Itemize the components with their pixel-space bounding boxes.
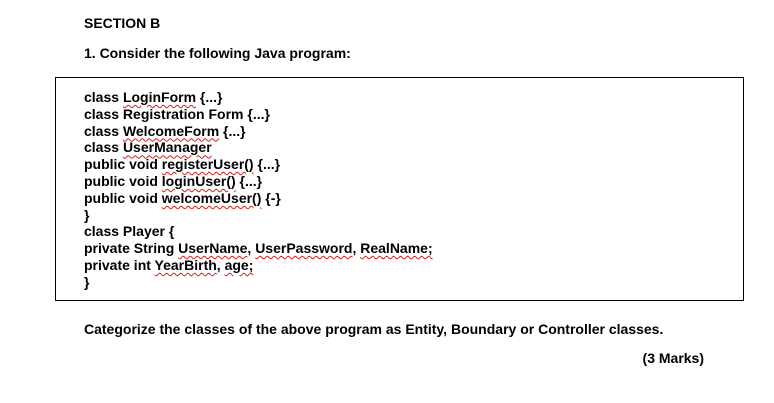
spellcheck-flagged-word: welcomeUser() [161,189,262,206]
code-text: } [84,206,90,223]
code-text: , [352,240,361,257]
code-text: , [216,256,225,273]
code-line [84,240,433,257]
code-text: class Registration Form {...} [84,105,270,122]
code-text: class Player { [84,223,175,240]
code-line [84,190,433,207]
code-text: class [84,139,123,156]
code-line [84,123,433,140]
instruction-text: Categorize the classes of the above program as Entity, Boundary or Controller classes. [84,321,664,337]
code-text: private int [84,256,155,273]
code-text: {-} [261,189,281,206]
code-text: } [84,273,90,290]
spellcheck-flagged-word: UserPassword [255,240,353,257]
spellcheck-flagged-word: UserManager [122,139,212,156]
question-text: 1. Consider the following Java program: [84,45,351,61]
code-line [84,207,433,224]
code-text: public void [84,156,162,173]
code-line [84,156,433,173]
spellcheck-flagged-word: age; [224,256,254,273]
spellcheck-flagged-word: RealName; [360,240,433,257]
code-text: {...} [253,156,281,173]
code-line [84,139,433,156]
code-line [84,274,433,291]
code-text: class [84,89,123,105]
code-listing [84,89,433,291]
code-text: public void [84,172,162,189]
code-line [84,106,433,123]
code-line [84,89,433,106]
code-text: {...} [196,89,223,105]
code-text: {...} [235,172,263,189]
code-line [84,223,433,240]
code-box [55,77,744,301]
spellcheck-flagged-word: WelcomeForm [122,122,220,139]
code-line [84,257,433,274]
code-text: public void [84,189,162,206]
marks-label: (3 Marks) [642,350,704,366]
code-line [84,173,433,190]
code-text: , [247,240,256,257]
section-title: SECTION B [84,15,161,31]
spellcheck-flagged-word: registerUser() [161,156,254,173]
code-text: class [84,122,123,139]
code-text: {...} [219,122,246,139]
code-text: private String [84,240,179,257]
spellcheck-flagged-word: LoginForm [122,89,197,105]
spellcheck-flagged-word: UserName [178,240,248,257]
spellcheck-flagged-word: YearBirth [154,256,217,273]
spellcheck-flagged-word: loginUser() [161,172,236,189]
